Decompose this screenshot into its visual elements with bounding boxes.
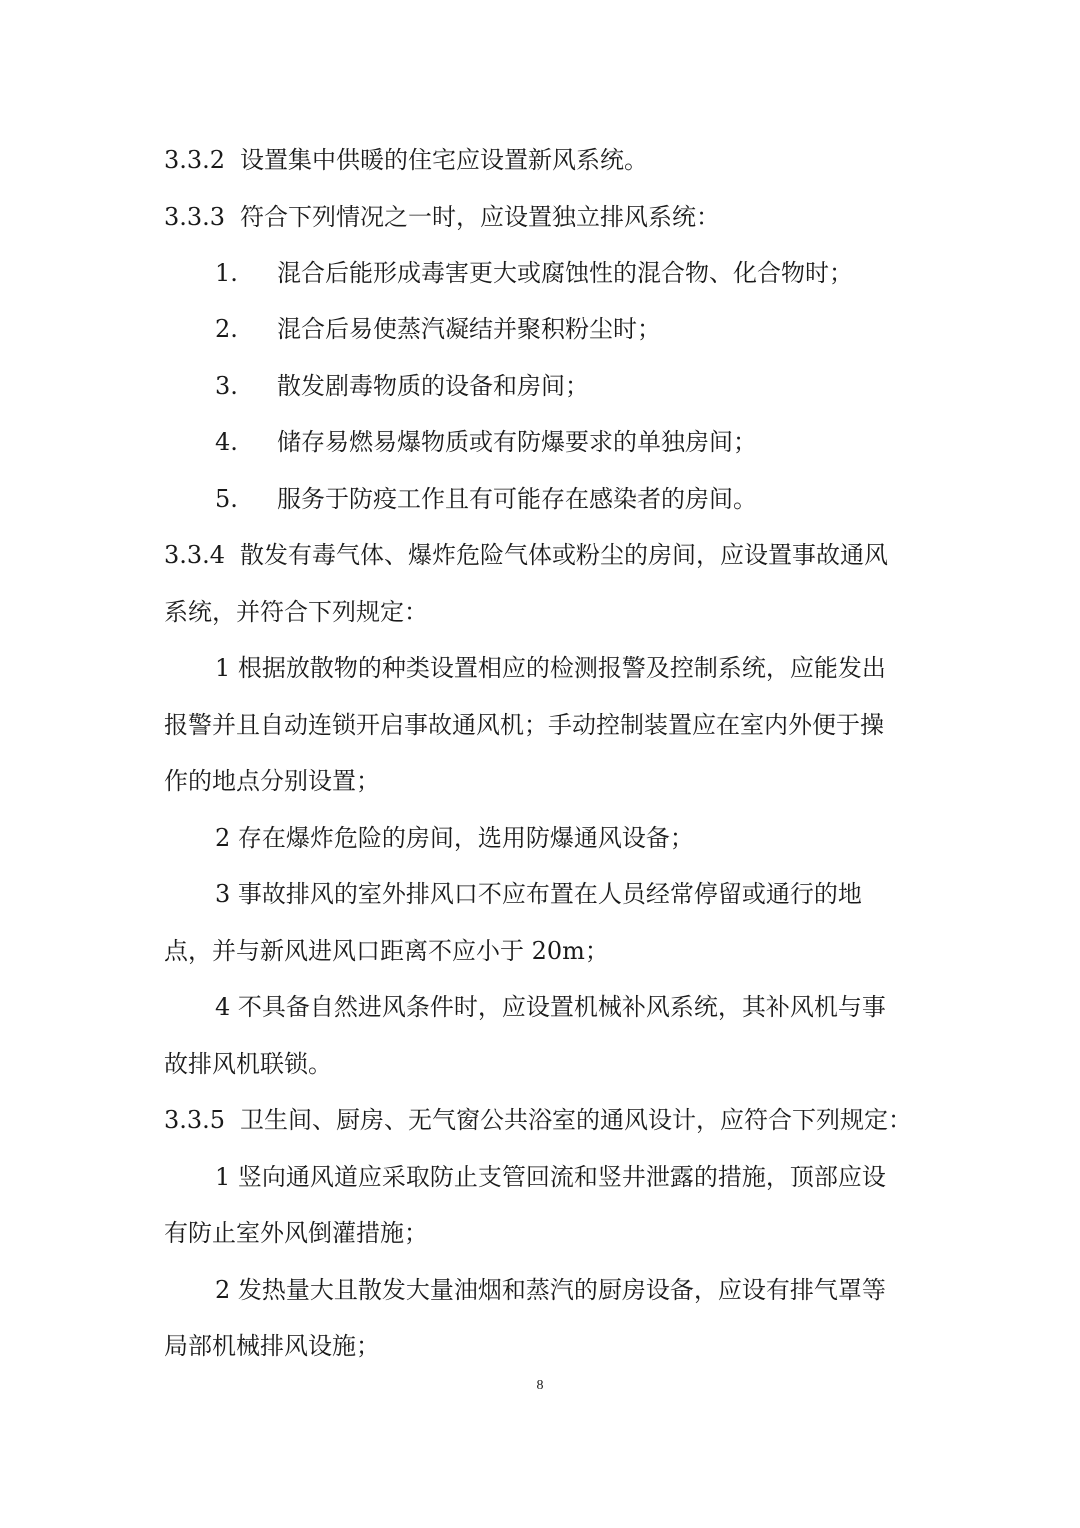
clause-text: 符合下列情况之一时，应设置独立排风系统：	[240, 203, 720, 231]
clause-3-3-2	[164, 140, 916, 180]
clause-3-3-5	[164, 1100, 916, 1140]
paragraph-line: 1 根据放散物的种类设置相应的检测报警及控制系统，应能发出	[215, 654, 886, 682]
list-item	[215, 309, 916, 349]
clause-text: 设置集中供暖的住宅应设置新风系统。	[240, 146, 648, 174]
clause-number: 3.3.2	[164, 146, 226, 174]
item-number: 4.	[215, 428, 238, 456]
paragraph-line: 2 发热量大且散发大量油烟和蒸汽的厨房设备，应设有排气罩等	[215, 1276, 886, 1304]
item-text: 混合后能形成毒害更大或腐蚀性的混合物、化合物时；	[277, 259, 853, 287]
paragraph-line: 有防止室外风倒灌措施；	[164, 1219, 428, 1247]
item-text: 服务于防疫工作且有可能存在感染者的房间。	[277, 485, 757, 513]
clause-3-3-4	[164, 535, 916, 575]
paragraph-line: 4 不具备自然进风条件时，应设置机械补风系统，其补风机与事	[215, 993, 886, 1021]
item-number: 5.	[215, 485, 238, 513]
paragraph-line: 点，并与新风进风口距离不应小于 20m；	[164, 937, 609, 965]
list-item	[215, 479, 916, 519]
item-number: 3.	[215, 372, 238, 400]
paragraph-line: 故排风机联锁。	[164, 1050, 332, 1078]
clause-number: 3.3.3	[164, 203, 226, 231]
clause-number: 3.3.4	[164, 541, 226, 569]
list-item	[215, 253, 916, 293]
list-item	[215, 422, 916, 462]
item-text: 储存易燃易爆物质或有防爆要求的单独房间；	[277, 428, 757, 456]
clause-text: 散发有毒气体、爆炸危险气体或粉尘的房间，应设置事故通风	[240, 541, 888, 569]
paragraph-line: 1 竖向通风道应采取防止支管回流和竖井泄露的措施，顶部应设	[215, 1163, 886, 1191]
item-number: 2.	[215, 315, 238, 343]
page-number: 8	[536, 1378, 544, 1393]
paragraph-line: 局部机械排风设施；	[164, 1332, 380, 1360]
list-item	[215, 366, 916, 406]
paragraph-line: 3 事故排风的室外排风口不应布置在人员经常停留或通行的地	[215, 880, 862, 908]
clause-text: 卫生间、厨房、无气窗公共浴室的通风设计，应符合下列规定：	[240, 1106, 912, 1134]
item-text: 混合后易使蒸汽凝结并聚积粉尘时；	[277, 315, 661, 343]
paragraph-line: 报警并且自动连锁开启事故通风机；手动控制装置应在室内外便于操	[164, 711, 884, 739]
clause-number: 3.3.5	[164, 1106, 226, 1134]
clause-3-3-3	[164, 197, 916, 237]
clause-continuation: 系统，并符合下列规定：	[164, 598, 428, 626]
item-number: 1.	[215, 259, 238, 287]
item-text: 散发剧毒物质的设备和房间；	[277, 372, 589, 400]
paragraph-line: 2 存在爆炸危险的房间，选用防爆通风设备；	[215, 824, 694, 852]
paragraph-line: 作的地点分别设置；	[164, 767, 380, 795]
